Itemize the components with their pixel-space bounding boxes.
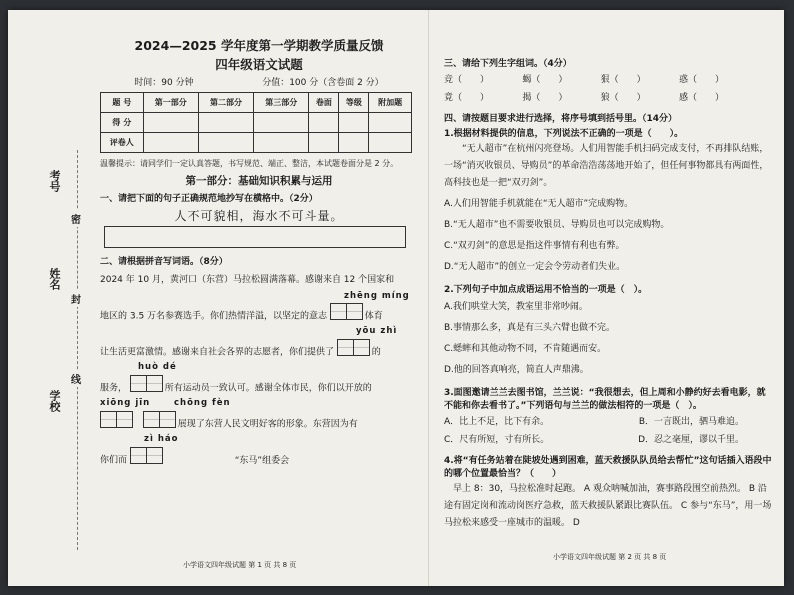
- char-item[interactable]: 揭（ ）: [522, 93, 568, 103]
- copy-writing-box[interactable]: [104, 226, 406, 248]
- q4-2-option-b: B.事情那么多，真是有三头六臂也做不完。: [444, 323, 616, 333]
- q2-pinyin-row-4: [100, 398, 418, 411]
- score-header: 卷面: [309, 93, 339, 113]
- score-cell[interactable]: [339, 133, 369, 153]
- score-cell[interactable]: [143, 113, 198, 133]
- seal-char-xian: 线: [71, 370, 81, 387]
- q4-1-option-b: B.“无人超市”也不需要收银员、导购员也可以完成购物。: [444, 220, 670, 230]
- char-item[interactable]: 竞（ ）: [444, 75, 490, 85]
- q2-text: 体育: [364, 311, 383, 322]
- score-cell[interactable]: [254, 133, 309, 153]
- q4-1-option-a: A.人们用智能手机就能在“无人超市”完成购物。: [444, 199, 634, 209]
- char-item[interactable]: 狼（ ）: [600, 93, 646, 103]
- part-1-title: 第一部分：基础知识积累与运用: [185, 175, 333, 187]
- score-cell[interactable]: [369, 113, 412, 133]
- q4-3-options-row-2: [444, 431, 744, 449]
- page-1: [100, 36, 418, 473]
- q4-1-stem: 1.根据材料提供的信息，下列说法不正确的一项是（ ）。: [444, 129, 684, 139]
- exam-meta: [100, 75, 418, 88]
- q4-1-passage: “无人超市”在杭州闪亮登场。人们用智能手机扫码完成支付，不再排队结账，一场“消灭收银员、导购员”的革命浩浩荡荡地开始了，但任何事物都具有两面性，高科技也是一把“双刃剑”。: [444, 144, 769, 188]
- q4-4-passage: [444, 481, 774, 532]
- pinyin-chongfen: chōng fèn: [174, 398, 231, 408]
- char-row-2: [444, 89, 724, 107]
- char-item[interactable]: 竟（ ）: [444, 93, 490, 103]
- pinyin-xiongjin: xiōng jīn: [100, 398, 151, 408]
- question-4-title: 四、请按题目要求进行选择，将序号填到括号里。（14分）: [444, 114, 678, 124]
- score-cell[interactable]: [143, 133, 198, 153]
- exam-title: 2024—2025 学年度第一学期教学质量反馈: [134, 38, 384, 53]
- q4-3-stem: 3.面图邀请兰兰去图书馆，兰兰说：“我很想去，但上周和小静约好去看电影，就不能和你去看书了。”下列语句与兰兰的做法相符的一项是（ ）。: [444, 388, 766, 411]
- q4-3-option-c: C．尺有所短，寸有所长。: [444, 435, 550, 445]
- exam-paper: [8, 10, 784, 586]
- page-fold: [428, 10, 429, 586]
- q4-4-text: 参与“东马”，用一场马拉松来感受一座城市的温暖。: [444, 501, 772, 528]
- q2-signature: “东马”组委会: [234, 455, 290, 466]
- q4-4-text: 观众呐喊加油，赛事路段围空前热烈。: [592, 484, 746, 494]
- q2-line-1: 2024 年 10 月，黄河口（东营）马拉松圆满落幕。感谢来自 12 个国家和: [100, 275, 395, 285]
- q4-4-stem: 4.将“有任务站着在陡坡处遇到困难，蓝天救援队队员给去帮忙”这句话插入语段中的哪个位置最恰当？（ ）: [444, 456, 772, 479]
- q2-text: 地区的 3.5 万名参赛选手。你们热情洋溢，以坚定的意志: [100, 311, 328, 322]
- exam-subtitle: 四年级语文试题: [215, 57, 303, 72]
- score-cell[interactable]: [339, 113, 369, 133]
- q4-3-option-d: D．忍之毫厘，谬以千里。: [638, 435, 744, 445]
- answer-grid-youzhi[interactable]: [337, 339, 369, 365]
- seal-char-mi: 密: [71, 210, 81, 227]
- q2-text: 展现了东营人民文明好客的形象。东营因为有: [177, 419, 358, 430]
- question-2-title: 二、请根据拼音写词语。（8分）: [100, 257, 228, 267]
- exam-score: 分值：100 分（含卷面 2 分）: [262, 78, 384, 88]
- footer-page-1: 小学语文四年级试题 第 1 页 共 8 页: [183, 561, 297, 569]
- score-cell[interactable]: [309, 113, 339, 133]
- q4-2-option-a: A.我们哄堂大笑，教室里非常吵闹。: [444, 302, 588, 312]
- char-item[interactable]: 狠（ ）: [600, 75, 646, 85]
- q2-pinyin-row-2: [100, 326, 418, 339]
- q4-2-option-d: D.他的回答真响亮，简直人声鼎沸。: [444, 365, 589, 375]
- char-item[interactable]: 蝎（ ）: [522, 75, 568, 85]
- score-row-label: 得 分: [101, 113, 144, 133]
- q4-3-option-a: A．比上不足，比下有余。: [444, 417, 550, 427]
- page-2: [444, 52, 774, 534]
- q2-text: 所有运动员一致认可。感谢全体市民，你们以开放的: [164, 383, 372, 394]
- char-row-1: [444, 71, 724, 89]
- q2-pinyin-row-1: [100, 291, 418, 303]
- q2-pinyin-row-5: [100, 434, 418, 447]
- pinyin-huode: huò dé: [138, 362, 177, 372]
- q4-3-option-b: B．一言既出，驷马难追。: [638, 417, 744, 427]
- q4-3-options-row-1: [444, 413, 744, 431]
- q2-line-6: [100, 447, 418, 473]
- score-header: 第三部分: [254, 93, 309, 113]
- pinyin-zhengming: zhēng míng: [344, 291, 410, 301]
- side-label-name: 姓名: [48, 268, 61, 290]
- q4-4-text: 沿途有固定岗和流动岗医疗急救，蓝天救援队紧跟比赛队伍。: [444, 484, 767, 511]
- score-table: [100, 92, 412, 153]
- q4-4-slot-b: B: [748, 484, 756, 494]
- side-label-exam-no: 考号: [48, 170, 61, 192]
- answer-grid-zihao[interactable]: [130, 447, 162, 473]
- q4-2-stem: 2.下列句子中加点成语运用不恰当的一项是（ ）。: [444, 285, 648, 295]
- q2-pinyin-row-3: [100, 362, 418, 375]
- answer-grid-xiongjin[interactable]: [100, 411, 132, 437]
- pinyin-youzhi: yōu zhì: [356, 326, 398, 336]
- score-header: 附加题: [369, 93, 412, 113]
- q4-4-slot-c: C: [680, 501, 688, 511]
- seal-char-feng: 封: [71, 290, 81, 307]
- q2-text: 让生活更富激情。感谢来自社会各界的志愿者，你们提供了: [100, 347, 335, 358]
- q4-2-option-c: C.蟋蟀和其他动物不同，不肯随遇而安。: [444, 344, 607, 354]
- q4-4-text: 早上 8：30，马拉松准时起跑。: [453, 484, 582, 494]
- score-cell[interactable]: [198, 133, 253, 153]
- q2-text: 服务，: [100, 383, 128, 394]
- score-cell[interactable]: [309, 133, 339, 153]
- exam-note: 温馨提示：请同学们一定认真答题，书写规范、端正、整洁，本试题卷面分是 2 分。: [100, 159, 399, 168]
- question-3-title: 三、请给下列生字组词。（4分）: [444, 59, 572, 69]
- score-header: 第一部分: [143, 93, 198, 113]
- score-row-label: 评卷人: [101, 133, 144, 153]
- score-header: 题 号: [101, 93, 144, 113]
- q4-1-option-d: D.“无人超市”的创立一定会令劳动者们失业。: [444, 262, 626, 272]
- q2-text: 你们而: [100, 455, 128, 466]
- char-item[interactable]: 惑（ ）: [678, 75, 724, 85]
- q4-1-option-c: C.“双刃剑”的意思是指这件事情有利也有弊。: [444, 241, 625, 251]
- pinyin-zihao: zì háo: [144, 434, 179, 444]
- score-cell[interactable]: [254, 113, 309, 133]
- score-cell[interactable]: [369, 133, 412, 153]
- score-cell[interactable]: [198, 113, 253, 133]
- q2-text: 的: [371, 347, 381, 358]
- footer-page-2: 小学语文四年级试题 第 2 页 共 8 页: [553, 553, 667, 561]
- side-label-school: 学校: [48, 390, 61, 412]
- question-1-title: 一、请把下面的句子正确规范地抄写在横格中。（2分）: [100, 194, 318, 204]
- q4-4-slot-a: A: [583, 484, 591, 494]
- exam-time: 时间：90 分钟: [134, 78, 194, 88]
- question-1-quote: 人不可貌相，海水不可斗量。: [174, 209, 344, 223]
- char-item[interactable]: 感（ ）: [678, 93, 724, 103]
- score-header: 等级: [339, 93, 369, 113]
- score-header: 第二部分: [198, 93, 253, 113]
- q4-4-slot-d: D: [572, 518, 580, 528]
- binding-strip: [8, 10, 88, 586]
